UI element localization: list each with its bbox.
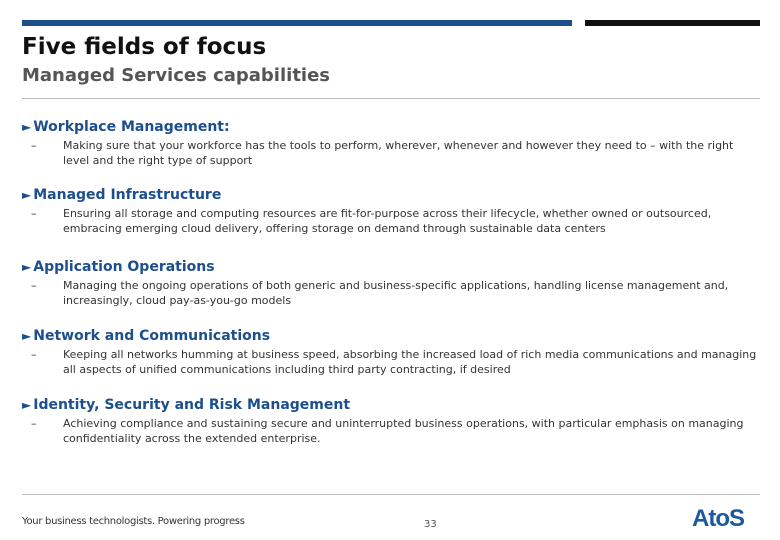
list-item-text: Achieving compliance and sustaining secure and uninterrupted business operations, with particular emphasis on managing confidentiality across the extended enterprise. (63, 417, 744, 445)
bullet-arrow-icon: ► (22, 398, 32, 412)
dash-marker: – (31, 139, 37, 152)
section-workplace-management (22, 119, 762, 168)
list-item (22, 279, 762, 308)
section-heading-label: Managed Infrastructure (33, 187, 222, 203)
dash-marker: – (31, 348, 37, 361)
footer-tagline: Your business technologists. Powering progress (22, 516, 245, 527)
list-item-text: Ensuring all storage and computing resources are fit-for-purpose across their lifecycle, whether owned or outsourced, embracing emerging cloud delivery, offering storage on demand through sustainable data centers (63, 207, 712, 235)
list-item-text: Keeping all networks humming at business speed, absorbing the increased load of rich media communications and managing all aspects of unified communications including third party contracting, if desired (63, 348, 757, 376)
section-heading-label: Network and Communications (33, 328, 271, 344)
top-accent-bar (22, 20, 572, 26)
dash-marker: – (31, 417, 37, 430)
dash-marker: – (31, 279, 37, 292)
section-heading (22, 397, 762, 413)
atos-logo: AtoS (692, 505, 744, 532)
section-heading-label: Workplace Management: (33, 119, 230, 135)
bullet-arrow-icon: ► (22, 188, 32, 202)
list-item (22, 417, 762, 446)
top-dark-bar (585, 20, 760, 26)
title-divider (22, 98, 760, 99)
section-heading (22, 328, 762, 344)
list-item-text: Making sure that your workforce has the tools to perform, wherever, whenever and however they need to – with the right level and the right type of support (63, 139, 734, 167)
section-managed-infrastructure (22, 187, 762, 236)
section-network-communications (22, 328, 762, 377)
section-heading (22, 187, 762, 203)
page-subtitle: Managed Services capabilities (22, 65, 331, 86)
dash-marker: – (31, 207, 37, 220)
section-heading-label: Application Operations (33, 259, 215, 275)
section-heading (22, 259, 762, 275)
page-title: Five fields of focus (22, 34, 267, 60)
section-heading-label: Identity, Security and Risk Management (33, 397, 351, 413)
bullet-arrow-icon: ► (22, 329, 32, 343)
page-number: 33 (424, 519, 437, 530)
list-item (22, 139, 762, 168)
bullet-arrow-icon: ► (22, 120, 32, 134)
section-identity-security-risk (22, 397, 762, 446)
list-item (22, 207, 762, 236)
section-application-operations (22, 259, 762, 308)
section-heading (22, 119, 762, 135)
list-item-text: Managing the ongoing operations of both generic and business-specific applications, handling license management and, increasingly, cloud pay-as-you-go models (63, 279, 729, 307)
list-item (22, 348, 762, 377)
footer-divider (22, 494, 760, 495)
bullet-arrow-icon: ► (22, 260, 32, 274)
